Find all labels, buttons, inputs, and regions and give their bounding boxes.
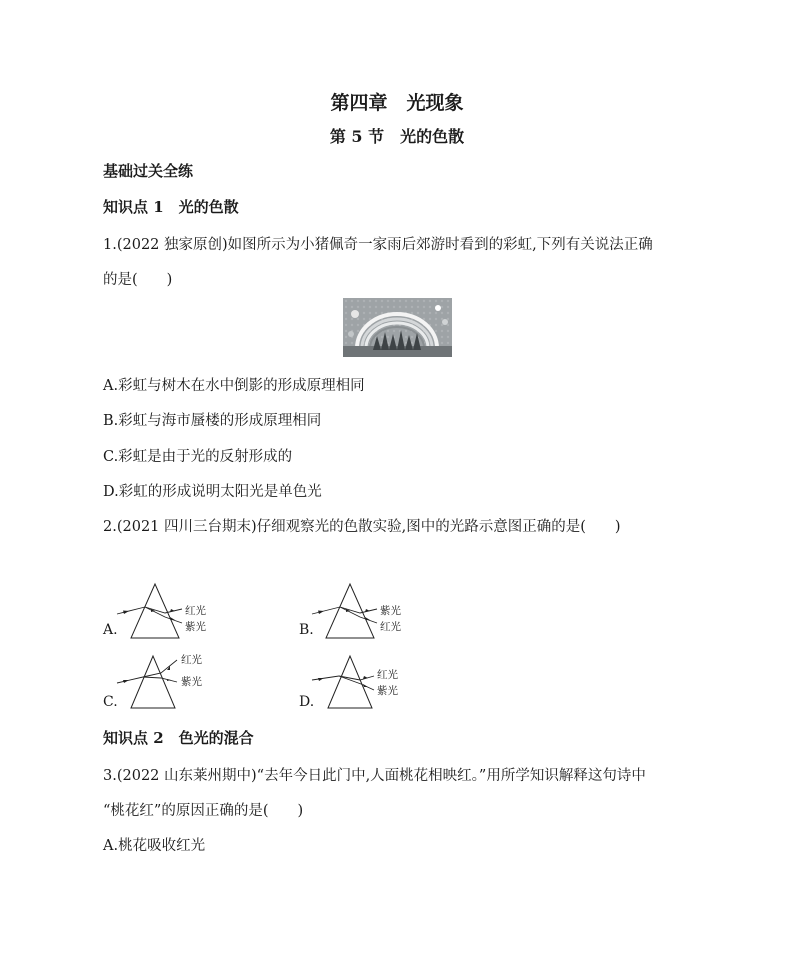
q2-stem: 2.(2021 四川三台期末)仔细观察光的色散实验,图中的光路示意图正确的是( ) <box>103 519 621 535</box>
q2-option-b-letter: B. <box>299 622 314 638</box>
diagram-c-bottom-label: 紫光 <box>181 676 202 688</box>
q1-option-c: C.彩虹是由于光的反射形成的 <box>103 449 293 465</box>
prism-diagram-d <box>310 650 420 710</box>
diagram-c-top-label: 红光 <box>181 654 202 666</box>
q3-stem-line1: 3.(2022 山东莱州期中)“去年今日此门中,人面桃花相映红。”用所学知识解释这句诗中 <box>103 768 646 784</box>
prism-diagram-c <box>115 650 225 710</box>
diagram-b-top-label: 紫光 <box>380 605 401 617</box>
part-heading: 基础过关全练 <box>103 162 194 180</box>
q2-option-c-letter: C. <box>103 694 118 710</box>
q1-stem-line1: 1.(2022 独家原创)如图所示为小猪佩奇一家雨后郊游时看到的彩虹,下列有关说法正确 <box>103 237 653 253</box>
q1-option-d: D.彩虹的形成说明太阳光是单色光 <box>103 484 322 500</box>
diagram-a-top-label: 红光 <box>185 605 206 617</box>
section-title: 第 5 节 光的色散 <box>329 127 465 146</box>
q3-option-a: A.桃花吸收红光 <box>103 838 206 854</box>
diagram-d-top-label: 红光 <box>377 669 398 681</box>
knowledge-point-1: 知识点 1 光的色散 <box>103 198 239 216</box>
prism-diagram-b <box>310 582 420 642</box>
chapter-title: 第四章 光现象 <box>330 92 464 114</box>
q2-option-d-letter: D. <box>299 694 315 710</box>
diagram-a-bottom-label: 紫光 <box>185 621 206 633</box>
prism-diagram-a <box>115 582 225 642</box>
q1-stem-line2: 的是( ) <box>103 272 173 288</box>
q2-option-a-letter: A. <box>103 622 118 638</box>
q1-option-b: B.彩虹与海市蜃楼的形成原理相同 <box>103 413 322 429</box>
q3-stem-line2: “桃花红”的原因正确的是( ) <box>103 803 304 819</box>
rainbow-image <box>343 298 452 357</box>
knowledge-point-2: 知识点 2 色光的混合 <box>103 729 254 747</box>
diagram-d-bottom-label: 紫光 <box>377 685 398 697</box>
q1-option-a: A.彩虹与树木在水中倒影的形成原理相同 <box>103 378 365 394</box>
diagram-b-bottom-label: 红光 <box>380 621 401 633</box>
